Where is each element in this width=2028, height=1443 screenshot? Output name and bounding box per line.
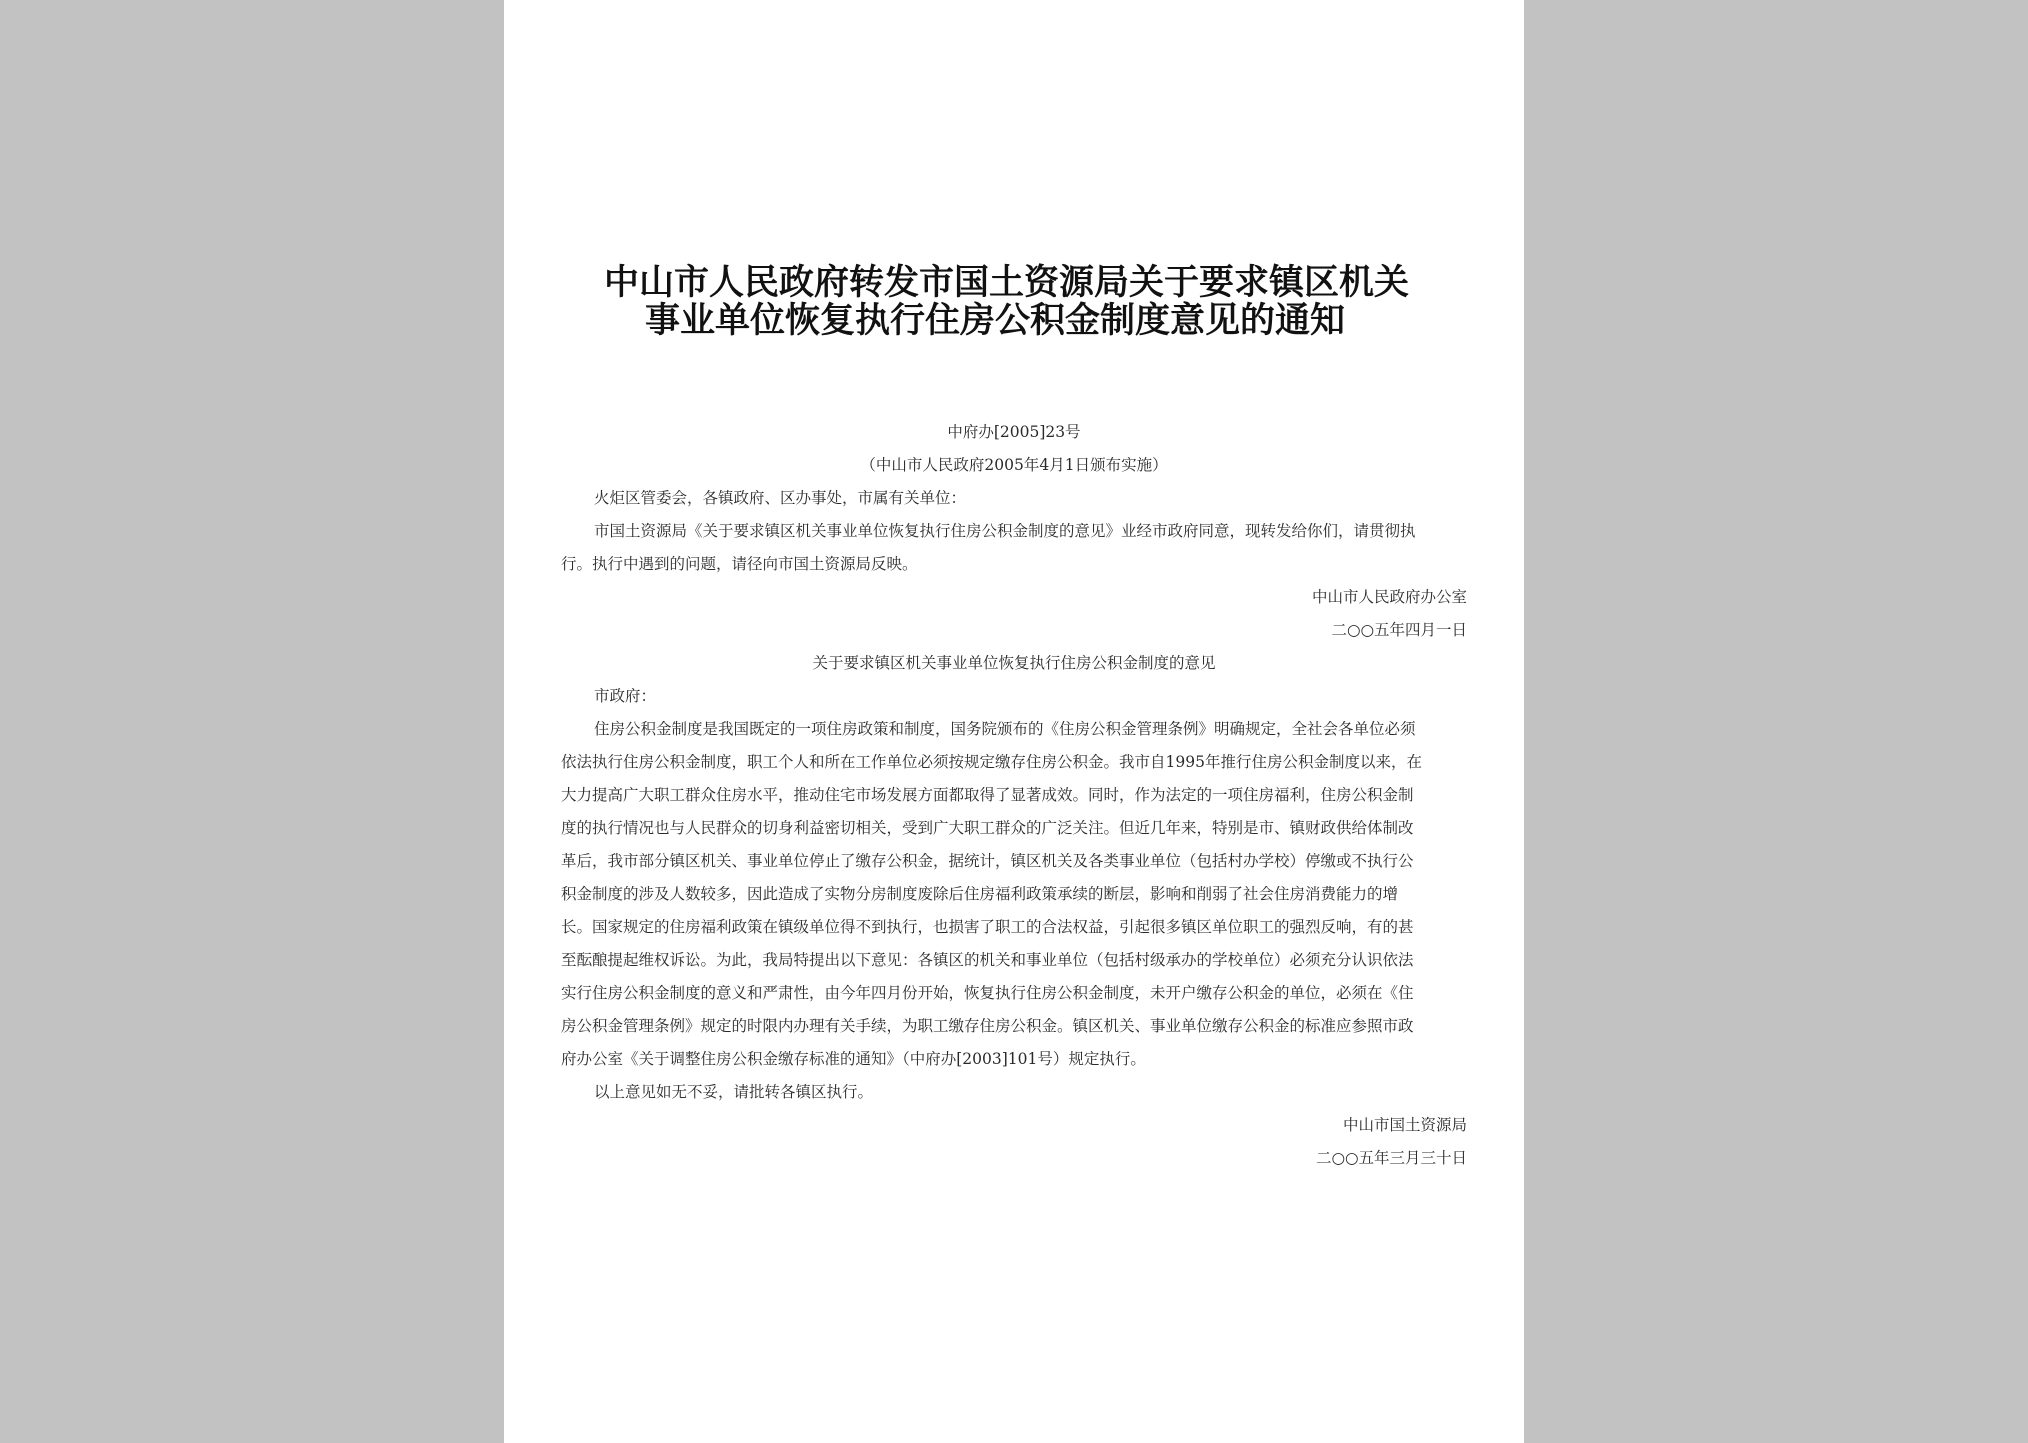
opinion-paragraph-line: 大力提高广大职工群众住房水平，推动住宅市场发展方面都取得了显著成效。同时，作为法定的一项住房福利，住房公积金制 <box>561 786 1414 804</box>
opinion-signatory: 中山市国土资源局 <box>1342 1116 1467 1134</box>
opinion-paragraph-line: 府办公室《关于调整住房公积金缴存标准的通知》（中府办[2003]101号）规定执行。 <box>561 1050 1146 1068</box>
notice-signatory: 中山市人民政府办公室 <box>1311 588 1467 606</box>
title-line-2: 事业单位恢复执行住房公积金制度意见的通知 <box>645 301 1346 341</box>
notice-recipients: 火炬区管委会，各镇政府、区办事处，市属有关单位： <box>594 489 967 507</box>
opinion-heading: 关于要求镇区机关事业单位恢复执行住房公积金制度的意见 <box>812 654 1216 672</box>
opinion-addressee: 市政府： <box>594 687 657 705</box>
document-title <box>604 264 1464 340</box>
opinion-paragraph-line: 至酝酿提起维权诉讼。为此，我局特提出以下意见：各镇区的机关和事业单位（包括村级承办的学校单位）必须充分认识依法 <box>561 951 1414 969</box>
document-page <box>504 0 1524 1443</box>
opinion-paragraph-line: 革后，我市部分镇区机关、事业单位停止了缴存公积金，据统计，镇区机关及各类事业单位（包括村办学校）停缴或不执行公 <box>561 852 1414 870</box>
opinion-paragraph-line: 实行住房公积金制度的意义和严肃性，由今年四月份开始，恢复执行住房公积金制度，未开户缴存公积金的单位，必须在《住 <box>561 984 1414 1002</box>
opinion-paragraph-line: 度的执行情况也与人民群众的切身利益密切相关，受到广大职工群众的广泛关注。但近几年来，特别是市、镇财政供给体制改 <box>561 819 1414 837</box>
opinion-paragraph-line: 住房公积金制度是我国既定的一项住房政策和制度，国务院颁布的《住房公积金管理条例》明确规定，全社会各单位必须 <box>594 720 1416 738</box>
opinion-paragraph-line: 长。国家规定的住房福利政策在镇级单位得不到执行，也损害了职工的合法权益，引起很多镇区单位职工的强烈反响，有的甚 <box>561 918 1414 936</box>
issue-note: （中山市人民政府2005年4月1日颁布实施） <box>860 456 1168 474</box>
opinion-paragraph-line: 依法执行住房公积金制度，职工个人和所在工作单位必须按规定缴存住房公积金。我市自1995年推行住房公积金制度以来，在 <box>561 753 1422 771</box>
document-number: 中府办[2005]23号 <box>947 423 1081 441</box>
opinion-date: 二○○五年三月三十日 <box>1315 1149 1467 1167</box>
opinion-paragraph-line: 房公积金管理条例》规定的时限内办理有关手续，为职工缴存住房公积金。镇区机关、事业单位缴存公积金的标准应参照市政 <box>561 1017 1414 1035</box>
notice-paragraph-line: 市国土资源局《关于要求镇区机关事业单位恢复执行住房公积金制度的意见》业经市政府同意，现转发给你们，请贯彻执 <box>594 522 1416 540</box>
opinion-paragraph-line: 积金制度的涉及人数较多，因此造成了实物分房制度废除后住房福利政策承续的断层，影响和削弱了社会住房消费能力的增 <box>561 885 1399 903</box>
notice-date: 二○○五年四月一日 <box>1331 621 1467 639</box>
title-line-1: 中山市人民政府转发市国土资源局关于要求镇区机关 <box>604 263 1410 303</box>
notice-paragraph-line: 行。执行中遇到的问题，请径向市国土资源局反映。 <box>561 555 918 573</box>
opinion-closing: 以上意见如无不妥，请批转各镇区执行。 <box>594 1083 874 1101</box>
